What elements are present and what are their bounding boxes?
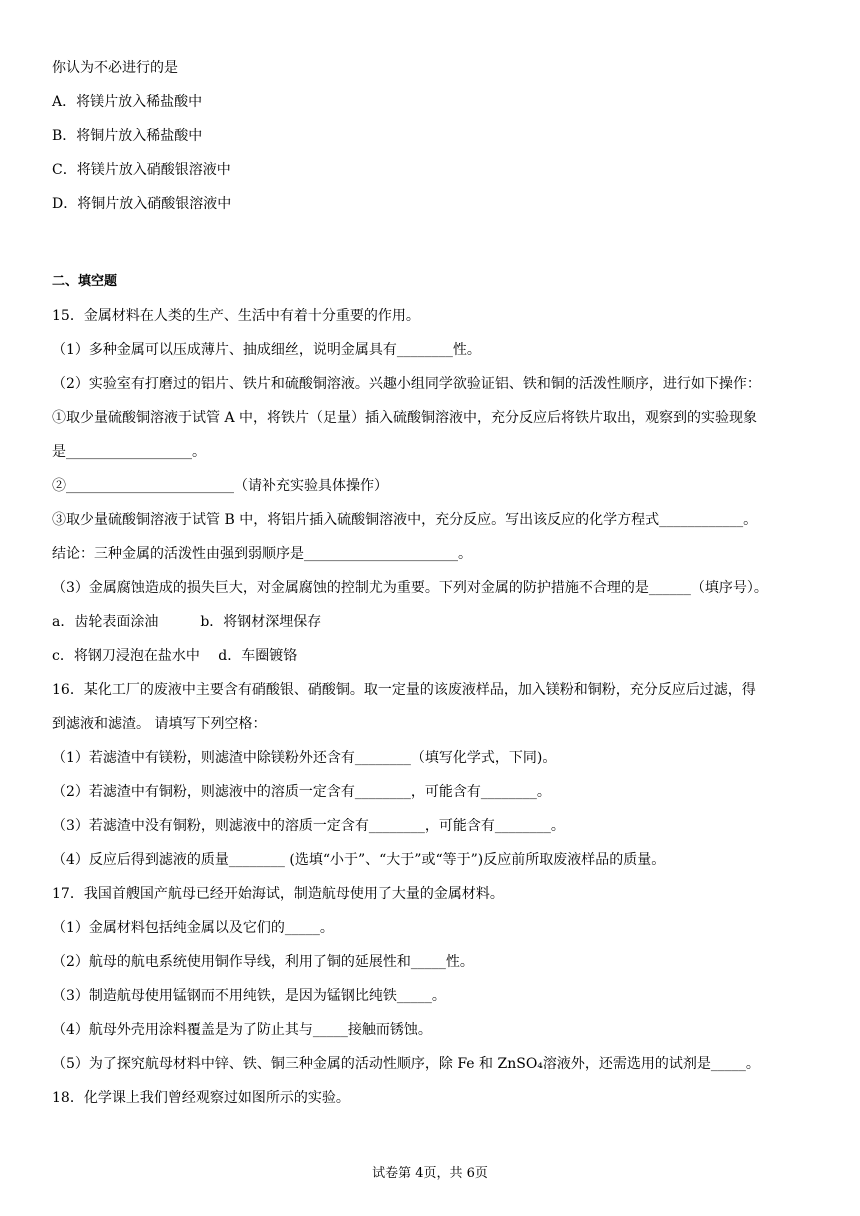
q15-part1: （1）多种金属可以压成薄片、抽成细丝，说明金属具有________性。: [52, 342, 481, 358]
q17-part3: （3）制造航母使用锰钢而不用纯铁，是因为锰钢比纯铁_____。: [52, 988, 446, 1004]
option-a: A．将镁片放入稀盐酸中: [52, 94, 203, 110]
q17-part5: （5）为了探究航母材料中锌、铁、铜三种金属的活动性顺序，除 Fe 和 ZnSO₄溶液外，还需选用的试剂是_____。: [52, 1056, 760, 1072]
q16-part4: （4）反应后得到滤液的质量________ (选填“小于”、“大于”或“等于”)反应前所取废液样品的质量。: [52, 852, 666, 868]
q16-stem-line2: 到滤液和滤渣。 请填写下列空格：: [52, 716, 267, 732]
q17-part2: （2）航母的航电系统使用铜作导线，利用了铜的延展性和_____性。: [52, 954, 474, 970]
q15-stem: 15．金属材料在人类的生产、生活中有着十分重要的作用。: [52, 308, 420, 324]
q16-stem-line1: 16．某化工厂的废液中主要含有硝酸银、硝酸铜。取一定量的该废液样品，加入镁粉和铜粉，充分反应后过滤，得: [52, 682, 756, 698]
q15-part3: （3）金属腐蚀造成的损失巨大，对金属腐蚀的控制尤为重要。下列对金属的防护措施不合理的是______（填序号）。: [52, 580, 768, 596]
q17-stem: 17．我国首艘国产航母已经开始海试，制造航母使用了大量的金属材料。: [52, 886, 504, 902]
option-c: C．将镁片放入硝酸银溶液中: [52, 162, 231, 178]
q15-options-cd: c．将钢刀浸泡在盐水中 d．车圈镀铬: [52, 648, 298, 664]
q15-step2: ②________________________（请补充实验具体操作）: [52, 478, 388, 494]
q18-stem: 18．化学课上我们曾经观察过如图所示的实验。: [52, 1090, 350, 1106]
q15-step1-line1: ①取少量硫酸铜溶液于试管 A 中，将铁片（足量）插入硫酸铜溶液中，充分反应后将铁片取出，观察到的实验现象: [52, 410, 758, 426]
q16-part1: （1）若滤渣中有镁粉，则滤渣中除镁粉外还含有________（填写化学式，下同)。: [52, 750, 557, 766]
q15-options-ab: a．齿轮表面涂油 b．将钢材深埋保存: [52, 614, 322, 630]
q16-part2: （2）若滤渣中有铜粉，则滤液中的溶质一定含有________，可能含有________。: [52, 784, 551, 800]
q17-part4: （4）航母外壳用涂料覆盖是为了防止其与_____接触而锈蚀。: [52, 1022, 432, 1038]
section-heading: 二、填空题: [52, 274, 118, 289]
option-d: D．将铜片放入硝酸银溶液中: [52, 196, 232, 212]
page-footer: 试卷第 4页，共 6页: [372, 1166, 488, 1181]
option-b: B．将铜片放入稀盐酸中: [52, 128, 203, 144]
q16-part3: （3）若滤渣中没有铜粉，则滤液中的溶质一定含有________，可能含有________。: [52, 818, 565, 834]
q15-step3: ③取少量硫酸铜溶液于试管 B 中，将铝片插入硫酸铜溶液中，充分反应。写出该反应的化学方程式____________。: [52, 512, 758, 528]
q15-part2: （2）实验室有打磨过的铝片、铁片和硫酸铜溶液。兴趣小组同学欲验证铝、铁和铜的活泼性顺序，进行如下操作：: [52, 376, 761, 392]
question-prompt: 你认为不必进行的是: [52, 60, 178, 76]
q17-part1: （1）金属材料包括纯金属以及它们的_____。: [52, 920, 334, 936]
q15-conclusion: 结论：三种金属的活泼性由强到弱顺序是______________________。: [52, 546, 472, 562]
q15-step1-line2: 是__________________。: [52, 444, 206, 460]
